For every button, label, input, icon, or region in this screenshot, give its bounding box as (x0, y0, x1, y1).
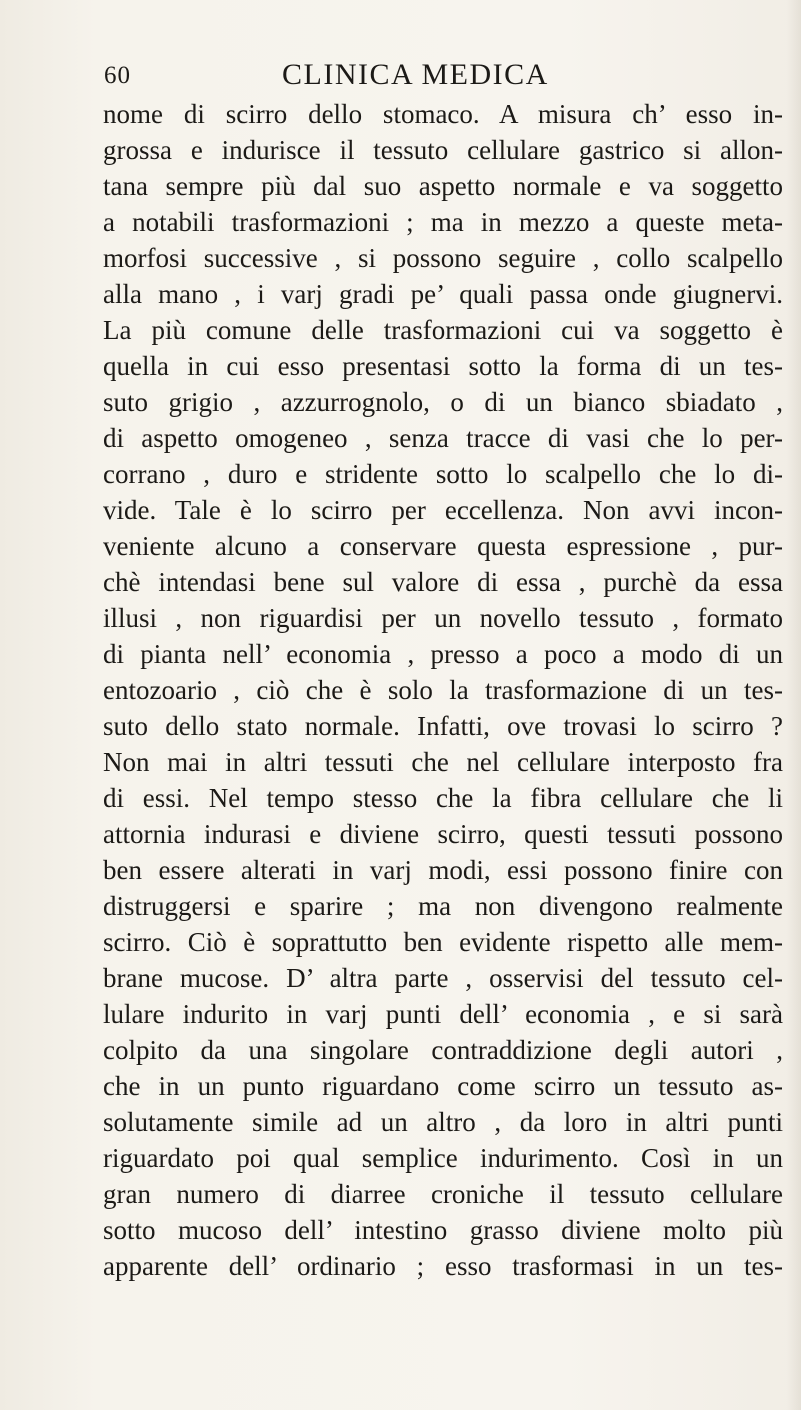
text-line: gran numero di diarree croniche il tessuto cellulare (103, 1179, 783, 1209)
text-line: solutamente simile ad un altro , da loro in altri punti (103, 1107, 783, 1137)
text-line: entozoario , ciò che è solo la trasformazione di un tes- (103, 675, 783, 705)
text-line: tana sempre più dal suo aspetto normale e va soggetto (103, 171, 783, 201)
text-line: colpito da una singolare contraddizione degli autori , (103, 1035, 783, 1065)
text-line: Non mai in altri tessuti che nel cellulare interposto fra (103, 747, 783, 777)
text-line: scirro. Ciò è soprattutto ben evidente rispetto alle mem- (103, 927, 783, 957)
text-line: veniente alcuno a conservare questa espressione , pur- (103, 531, 783, 561)
text-line: illusi , non riguardisi per un novello tessuto , formato (103, 603, 783, 633)
text-line: lulare indurito in varj punti dell’ economia , e si sarà (103, 999, 783, 1029)
text-line: corrano , duro e stridente sotto lo scalpello che lo di- (103, 459, 783, 489)
text-line: ben essere alterati in varj modi, essi possono finire con (103, 855, 783, 885)
text-line: di pianta nell’ economia , presso a poco a modo di un (103, 639, 783, 669)
text-line: sotto mucoso dell’ intestino grasso diviene molto più (103, 1215, 783, 1245)
text-line: vide. Tale è lo scirro per eccellenza. Non avvi incon- (103, 495, 783, 525)
text-line: di essi. Nel tempo stesso che la fibra cellulare che li (103, 783, 783, 813)
text-line: brane mucose. D’ altra parte , osservisi del tessuto cel- (103, 963, 783, 993)
text-line: morfosi successive , si possono seguire , collo scalpello (103, 243, 783, 273)
text-line: distruggersi e sparire ; ma non divengono realmente (103, 891, 783, 921)
text-line: La più comune delle trasformazioni cui va soggetto è (103, 315, 783, 345)
text-line: quella in cui esso presentasi sotto la forma di un tes- (103, 351, 783, 381)
text-line: a notabili trasformazioni ; ma in mezzo a queste meta- (103, 207, 783, 237)
text-line: riguardato poi qual semplice indurimento. Così in un (103, 1143, 783, 1173)
text-line: che in un punto riguardano come scirro un tessuto as- (103, 1071, 783, 1101)
text-line: suto grigio , azzurrognolo, o di un bianco sbiadato , (103, 387, 783, 417)
text-line: grossa e indurisce il tessuto cellulare gastrico si allon- (103, 135, 783, 165)
text-line: chè intendasi bene sul valore di essa , purchè da essa (103, 567, 783, 597)
running-title: CLINICA MEDICA (282, 58, 549, 91)
page-number: 60 (104, 62, 131, 89)
text-line: apparente dell’ ordinario ; esso trasformasi in un tes- (103, 1251, 783, 1281)
text-line: alla mano , i varj gradi pe’ quali passa onde giugnervi. (103, 279, 783, 309)
text-line: suto dello stato normale. Infatti, ove trovasi lo scirro ? (103, 711, 783, 741)
text-line: attornia indurasi e diviene scirro, questi tessuti possono (103, 819, 783, 849)
text-line: di aspetto omogeneo , senza tracce di vasi che lo per- (103, 423, 783, 453)
page-edge-shadow (787, 0, 801, 1410)
page-header (0, 58, 801, 96)
text-line: nome di scirro dello stomaco. A misura ch’ esso in- (103, 99, 783, 129)
